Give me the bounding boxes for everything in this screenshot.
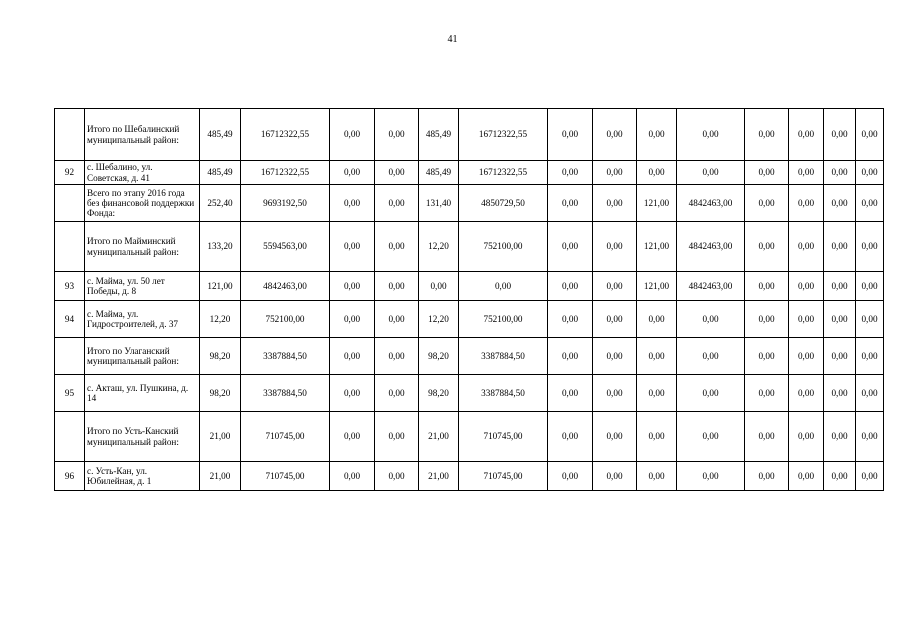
value-cell: 0,00 <box>637 412 677 462</box>
value-cell: 0,00 <box>856 109 884 161</box>
value-cell: 0,00 <box>593 272 637 301</box>
data-table <box>54 108 884 491</box>
value-cell: 0,00 <box>677 375 745 412</box>
value-cell: 0,00 <box>548 109 593 161</box>
value-cell: 0,00 <box>593 375 637 412</box>
page-number: 41 <box>447 34 458 45</box>
value-cell: 0,00 <box>789 338 824 375</box>
value-cell: 0,00 <box>745 375 789 412</box>
value-cell: 0,00 <box>593 301 637 338</box>
value-cell: 0,00 <box>330 412 375 462</box>
value-cell: 0,00 <box>824 222 856 272</box>
value-cell: 21,00 <box>419 462 459 491</box>
value-cell: 0,00 <box>593 338 637 375</box>
value-cell: 0,00 <box>856 222 884 272</box>
value-cell: 0,00 <box>375 412 419 462</box>
row-number: 96 <box>55 462 85 491</box>
value-cell: 21,00 <box>419 412 459 462</box>
value-cell: 0,00 <box>637 462 677 491</box>
row-name: с. Акташ, ул. Пушкина, д. 14 <box>85 375 200 412</box>
value-cell: 0,00 <box>637 161 677 185</box>
value-cell: 0,00 <box>330 109 375 161</box>
row-number <box>55 222 85 272</box>
value-cell: 485,49 <box>419 161 459 185</box>
row-name: Итого по Шебалинский муниципальный район: <box>85 109 200 161</box>
value-cell: 0,00 <box>789 222 824 272</box>
value-cell: 0,00 <box>330 222 375 272</box>
value-cell: 0,00 <box>375 109 419 161</box>
value-cell: 0,00 <box>789 462 824 491</box>
value-cell: 0,00 <box>745 185 789 222</box>
value-cell: 0,00 <box>789 301 824 338</box>
value-cell: 12,20 <box>200 301 241 338</box>
value-cell: 0,00 <box>548 375 593 412</box>
value-cell: 0,00 <box>824 161 856 185</box>
value-cell: 0,00 <box>677 412 745 462</box>
value-cell: 0,00 <box>745 161 789 185</box>
row-number: 92 <box>55 161 85 185</box>
value-cell: 0,00 <box>375 301 419 338</box>
value-cell: 3387884,50 <box>459 338 548 375</box>
value-cell: 21,00 <box>200 462 241 491</box>
value-cell: 710745,00 <box>459 462 548 491</box>
value-cell: 0,00 <box>789 272 824 301</box>
value-cell: 16712322,55 <box>241 109 330 161</box>
value-cell: 0,00 <box>824 462 856 491</box>
value-cell: 0,00 <box>548 222 593 272</box>
value-cell: 0,00 <box>375 375 419 412</box>
value-cell: 121,00 <box>200 272 241 301</box>
row-name: Итого по Усть-Канский муниципальный район: <box>85 412 200 462</box>
value-cell: 710745,00 <box>459 412 548 462</box>
value-cell: 485,49 <box>419 109 459 161</box>
value-cell: 0,00 <box>330 338 375 375</box>
value-cell: 131,40 <box>419 185 459 222</box>
value-cell: 98,20 <box>419 375 459 412</box>
value-cell: 0,00 <box>330 301 375 338</box>
row-name: с. Майма, ул. 50 лет Победы, д. 8 <box>85 272 200 301</box>
table-row <box>55 462 884 491</box>
value-cell: 0,00 <box>677 161 745 185</box>
value-cell: 16712322,55 <box>459 161 548 185</box>
value-cell: 0,00 <box>677 338 745 375</box>
value-cell: 4850729,50 <box>459 185 548 222</box>
value-cell: 0,00 <box>548 412 593 462</box>
value-cell: 0,00 <box>593 185 637 222</box>
row-name: с. Усть-Кан, ул. Юбилейная, д. 1 <box>85 462 200 491</box>
table-row <box>55 222 884 272</box>
value-cell: 0,00 <box>824 412 856 462</box>
value-cell: 0,00 <box>789 375 824 412</box>
row-number: 93 <box>55 272 85 301</box>
row-number: 95 <box>55 375 85 412</box>
value-cell: 0,00 <box>856 412 884 462</box>
value-cell: 0,00 <box>419 272 459 301</box>
value-cell: 0,00 <box>548 338 593 375</box>
value-cell: 98,20 <box>200 338 241 375</box>
value-cell: 0,00 <box>593 462 637 491</box>
value-cell: 0,00 <box>745 412 789 462</box>
value-cell: 0,00 <box>789 412 824 462</box>
value-cell: 0,00 <box>745 109 789 161</box>
value-cell: 0,00 <box>593 222 637 272</box>
value-cell: 0,00 <box>677 301 745 338</box>
value-cell: 0,00 <box>745 222 789 272</box>
table-row <box>55 161 884 185</box>
table-row <box>55 272 884 301</box>
value-cell: 0,00 <box>375 272 419 301</box>
value-cell: 0,00 <box>330 272 375 301</box>
value-cell: 0,00 <box>330 185 375 222</box>
row-name: с. Шебалино, ул. Советская, д. 41 <box>85 161 200 185</box>
table-body <box>55 109 884 491</box>
value-cell: 0,00 <box>637 109 677 161</box>
row-number <box>55 412 85 462</box>
value-cell: 0,00 <box>637 338 677 375</box>
value-cell: 0,00 <box>459 272 548 301</box>
value-cell: 12,20 <box>419 222 459 272</box>
row-name: с. Майма, ул. Гидростроителей, д. 37 <box>85 301 200 338</box>
value-cell: 0,00 <box>789 109 824 161</box>
value-cell: 0,00 <box>824 375 856 412</box>
value-cell: 485,49 <box>200 109 241 161</box>
value-cell: 752100,00 <box>459 222 548 272</box>
row-name: Итого по Майминский муниципальный район: <box>85 222 200 272</box>
value-cell: 3387884,50 <box>459 375 548 412</box>
value-cell: 21,00 <box>200 412 241 462</box>
value-cell: 12,20 <box>419 301 459 338</box>
table-row <box>55 412 884 462</box>
row-number <box>55 109 85 161</box>
value-cell: 252,40 <box>200 185 241 222</box>
value-cell: 0,00 <box>637 301 677 338</box>
value-cell: 0,00 <box>745 338 789 375</box>
table-row <box>55 185 884 222</box>
value-cell: 0,00 <box>593 109 637 161</box>
value-cell: 98,20 <box>419 338 459 375</box>
value-cell: 0,00 <box>677 109 745 161</box>
value-cell: 710745,00 <box>241 412 330 462</box>
table-row <box>55 375 884 412</box>
row-number <box>55 338 85 375</box>
value-cell: 0,00 <box>824 272 856 301</box>
value-cell: 121,00 <box>637 185 677 222</box>
value-cell: 0,00 <box>856 301 884 338</box>
row-name: Всего по этапу 2016 года без финансовой поддержки Фонда: <box>85 185 200 222</box>
value-cell: 0,00 <box>824 301 856 338</box>
value-cell: 485,49 <box>200 161 241 185</box>
value-cell: 0,00 <box>330 375 375 412</box>
value-cell: 3387884,50 <box>241 338 330 375</box>
value-cell: 16712322,55 <box>241 161 330 185</box>
value-cell: 5594563,00 <box>241 222 330 272</box>
value-cell: 0,00 <box>548 161 593 185</box>
value-cell: 0,00 <box>548 301 593 338</box>
value-cell: 0,00 <box>824 185 856 222</box>
value-cell: 98,20 <box>200 375 241 412</box>
table-row <box>55 338 884 375</box>
value-cell: 4842463,00 <box>677 272 745 301</box>
value-cell: 0,00 <box>330 161 375 185</box>
value-cell: 0,00 <box>330 462 375 491</box>
value-cell: 4842463,00 <box>241 272 330 301</box>
value-cell: 0,00 <box>856 185 884 222</box>
value-cell: 121,00 <box>637 272 677 301</box>
value-cell: 0,00 <box>824 109 856 161</box>
value-cell: 0,00 <box>745 272 789 301</box>
value-cell: 0,00 <box>745 462 789 491</box>
value-cell: 0,00 <box>856 272 884 301</box>
row-name: Итого по Улаганский муниципальный район: <box>85 338 200 375</box>
value-cell: 121,00 <box>637 222 677 272</box>
value-cell: 752100,00 <box>459 301 548 338</box>
value-cell: 0,00 <box>593 161 637 185</box>
value-cell: 0,00 <box>824 338 856 375</box>
value-cell: 0,00 <box>375 161 419 185</box>
value-cell: 0,00 <box>789 185 824 222</box>
value-cell: 0,00 <box>375 338 419 375</box>
row-number <box>55 185 85 222</box>
value-cell: 0,00 <box>375 185 419 222</box>
value-cell: 0,00 <box>677 462 745 491</box>
value-cell: 0,00 <box>593 412 637 462</box>
value-cell: 133,20 <box>200 222 241 272</box>
row-number: 94 <box>55 301 85 338</box>
value-cell: 4842463,00 <box>677 222 745 272</box>
value-cell: 0,00 <box>637 375 677 412</box>
value-cell: 752100,00 <box>241 301 330 338</box>
value-cell: 0,00 <box>745 301 789 338</box>
value-cell: 9693192,50 <box>241 185 330 222</box>
value-cell: 0,00 <box>375 222 419 272</box>
value-cell: 16712322,55 <box>459 109 548 161</box>
value-cell: 710745,00 <box>241 462 330 491</box>
table-row <box>55 109 884 161</box>
value-cell: 0,00 <box>856 161 884 185</box>
value-cell: 0,00 <box>856 338 884 375</box>
value-cell: 0,00 <box>789 161 824 185</box>
value-cell: 4842463,00 <box>677 185 745 222</box>
value-cell: 0,00 <box>548 185 593 222</box>
value-cell: 0,00 <box>856 375 884 412</box>
value-cell: 0,00 <box>375 462 419 491</box>
value-cell: 3387884,50 <box>241 375 330 412</box>
table-row <box>55 301 884 338</box>
value-cell: 0,00 <box>548 272 593 301</box>
value-cell: 0,00 <box>548 462 593 491</box>
value-cell: 0,00 <box>856 462 884 491</box>
